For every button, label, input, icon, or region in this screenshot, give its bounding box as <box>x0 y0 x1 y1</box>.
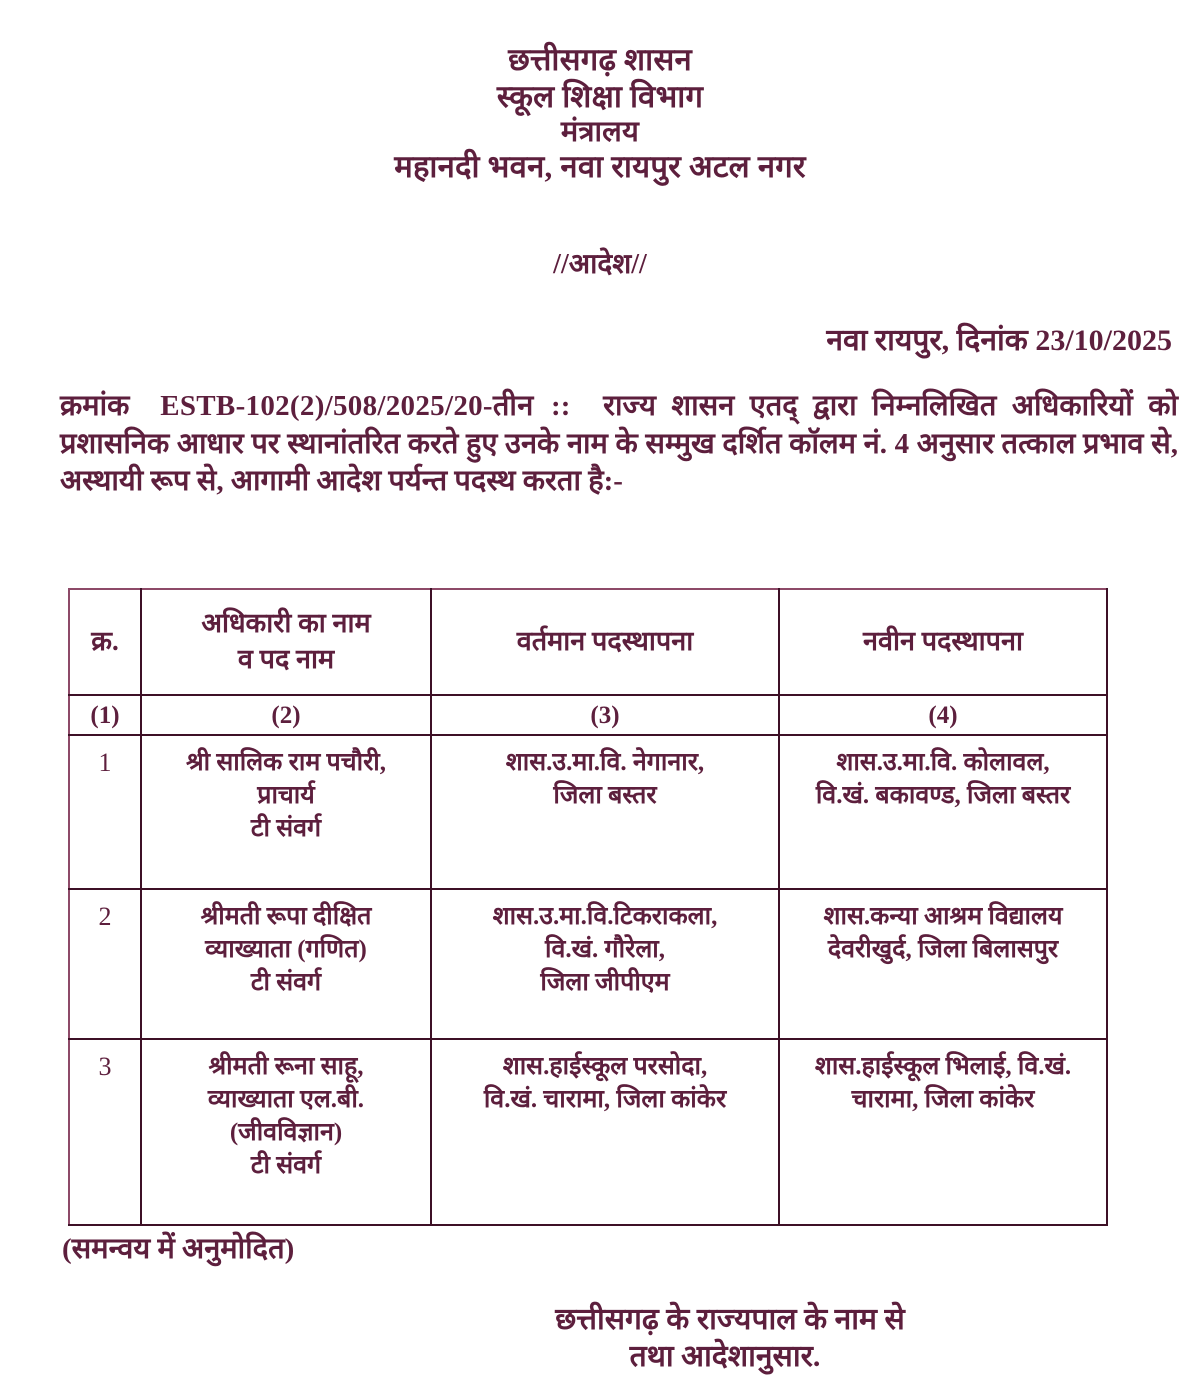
approval-note: (समन्वय में अनुमोदित) <box>62 1233 295 1265</box>
officer-line: (जीवविज्ञान) <box>229 1119 343 1146</box>
row-officer-name <box>141 1039 431 1225</box>
new-line: शास.हाईस्कूल भिलाई, वि.खं. <box>814 1053 1072 1080</box>
row-new-posting <box>779 1039 1107 1225</box>
table-header-row <box>69 589 1107 695</box>
header-officer-name-line1: अधिकारी का नाम <box>201 608 371 639</box>
current-line: शास.उ.मा.वि. नेगानार, <box>505 749 705 776</box>
header-current-posting: वर्तमान पदस्थापना <box>431 589 779 695</box>
colnum-3: (3) <box>431 695 779 735</box>
table-column-number-row <box>69 695 1107 735</box>
table-row <box>69 889 1107 1039</box>
colnum-2: (2) <box>141 695 431 735</box>
officer-line: टी संवर्ग <box>250 815 322 842</box>
letterhead-line-address: महानदी भवन, नवा रायपुर अटल नगर <box>394 149 806 185</box>
row-current-posting <box>431 1039 779 1225</box>
new-line: शास.कन्या आश्रम विद्यालय <box>823 903 1063 930</box>
officer-line: श्रीमती रूना साहू, <box>208 1053 364 1080</box>
header-new-posting: नवीन पदस्थापना <box>779 589 1107 695</box>
header-serial: क्र. <box>69 589 141 695</box>
current-line: जिला जीपीएम <box>540 969 670 996</box>
header-officer-name <box>141 589 431 695</box>
row-new-posting <box>779 889 1107 1039</box>
current-line: शास.हाईस्कूल परसोदा, <box>502 1053 708 1080</box>
row-serial: 3 <box>69 1039 141 1225</box>
officer-line: टी संवर्ग <box>250 969 322 996</box>
reference-separator: :: <box>551 390 571 422</box>
signature-line-byorder: तथा आदेशानुसार. <box>629 1339 821 1373</box>
reference-label: क्रमांक <box>60 390 130 422</box>
officer-line: व्याख्याता (गणित) <box>205 936 367 963</box>
current-line: वि.खं. गौरेला, <box>544 936 666 963</box>
reference-number: ESTB-102(2)/508/2025/20-तीन <box>160 390 534 422</box>
current-line: वि.खं. चारामा, जिला कांकेर <box>483 1086 727 1113</box>
row-current-posting <box>431 889 779 1039</box>
table-body <box>69 735 1107 1225</box>
letterhead-line-ministry: मंत्रालय <box>560 116 640 149</box>
row-new-posting <box>779 735 1107 889</box>
signature-block <box>0 1302 1200 1375</box>
new-line: शास.उ.मा.वि. कोलावल, <box>836 749 1050 776</box>
letterhead <box>0 42 1200 186</box>
row-officer-name <box>141 889 431 1039</box>
transfer-table <box>68 588 1108 1226</box>
table-row <box>69 735 1107 889</box>
new-line: चारामा, जिला कांकेर <box>851 1086 1035 1113</box>
new-line: देवरीखुर्द, जिला बिलासपुर <box>827 936 1059 963</box>
letterhead-line-state: छत्तीसगढ़ शासन <box>508 42 692 77</box>
table-header <box>69 589 1107 735</box>
colnum-1: (1) <box>69 695 141 735</box>
officer-line: श्री सालिक राम पचौरी, <box>185 749 387 776</box>
letterhead-line-department: स्कूल शिक्षा विभाग <box>496 78 704 114</box>
new-line: वि.खं. बकावण्ड, जिला बस्तर <box>815 782 1071 809</box>
order-heading: //आदेश// <box>553 249 647 280</box>
officer-line: श्रीमती रूपा दीक्षित <box>200 903 372 930</box>
officer-line: व्याख्याता एल.बी. <box>207 1086 365 1113</box>
row-current-posting <box>431 735 779 889</box>
current-line: शास.उ.मा.वि.टिकराकला, <box>492 903 718 930</box>
current-line: जिला बस्तर <box>553 782 657 809</box>
header-officer-name-line2: व पद नाम <box>237 644 335 674</box>
row-serial: 2 <box>69 889 141 1039</box>
table-row <box>69 1039 1107 1225</box>
officer-line: प्राचार्य <box>257 782 315 809</box>
signature-line-governor: छत्तीसगढ़ के राज्यपाल के नाम से <box>555 1303 905 1336</box>
order-body-paragraph <box>60 388 1178 501</box>
order-body-text: राज्य शासन एतद् द्वारा निम्नलिखित अधिकारियों को प्रशासनिक आधार पर स्थानांतरित करते हुए उनके नाम के सम्मुख दर्शित कॉलम नं. 4 अनुसार तत्काल प्रभाव से, अस्थायी रूप से, आगामी आदेश पर्यन्त पदस्थ करता है:- <box>60 390 1179 498</box>
officer-line: टी संवर्ग <box>250 1152 322 1179</box>
colnum-4: (4) <box>779 695 1107 735</box>
row-serial: 1 <box>69 735 141 889</box>
place-and-date: नवा रायपुर, दिनांक 23/10/2025 <box>826 324 1172 357</box>
row-officer-name <box>141 735 431 889</box>
